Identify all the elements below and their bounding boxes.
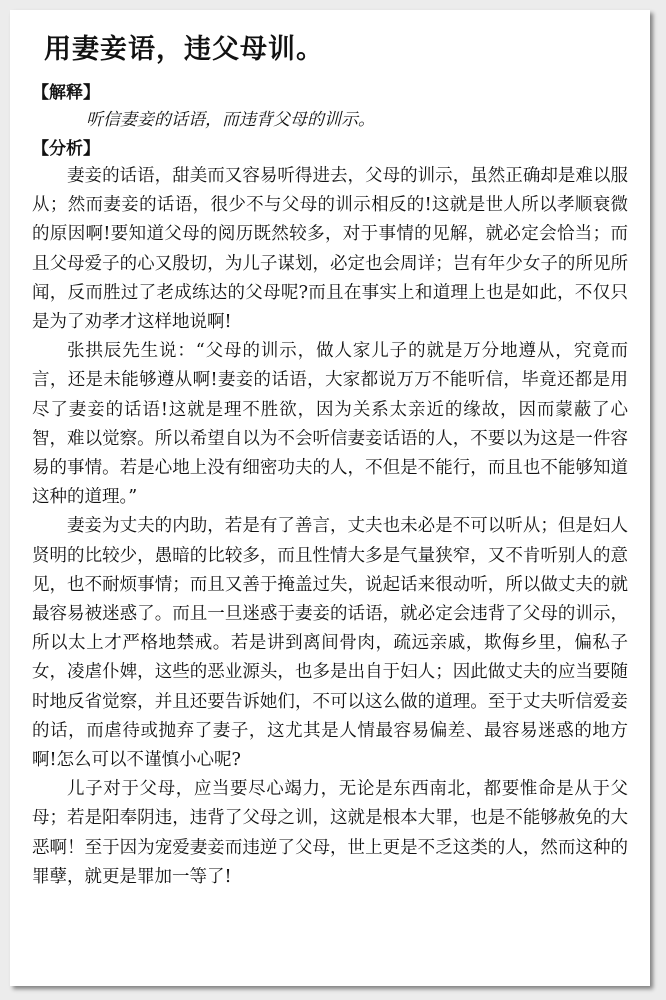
explanation-heading: 【解释】: [32, 83, 100, 103]
page-title: 用妻妾语，违父母训。: [44, 34, 324, 65]
analysis-paragraph-1: 妻妾的话语，甜美而又容易听得进去，父母的训示，虽然正确却是难以服从；然而妻妾的话语，很少不与父母的训示相反的!这就是世人所以孝顺衰微的原因啊!要知道父母的阅历既然较多，对于事情的见解，就必定会恰当；而且父母爱子的心又殷切，为儿子谋划，必定也会周详；岂有年少女子的所见所闻，反而胜过了老成练达的父母呢?而且在事实上和道理上也是如此，不仅只是为了劝孝才这样地说啊!: [32, 166, 628, 333]
analysis-heading: 【分析】: [32, 139, 100, 159]
document-page: [10, 10, 650, 986]
analysis-paragraph-2: 张拱辰先生说：“父母的训示，做人家儿子的就是万分地遵从，究竟而言，还是未能够遵从啊!妻妾的话语，大家都说万万不能听信，毕竟还都是用尽了妻妾的话语!这就是理不胜欲，因为关系太亲近的缘故，因而蒙蔽了心智，难以觉察。所以希望自以为不会听信妻妾话语的人，不要以为这是一件容易的事情。若是心地上没有细密功夫的人，不但是不能行，而且也不能够知道这种的道理。”: [32, 341, 628, 508]
analysis-paragraph-4: 儿子对于父母，应当要尽心竭力，无论是东西南北，都要惟命是从于父母；若是阳奉阴违，违背了父母之训，这就是根本大罪，也是不能够赦免的大恶啊！至于因为宠爱妻妾而违逆了父母，世上更是不乏这类的人，然而这种的罪孽，就更是罪加一等了!: [32, 779, 628, 887]
analysis-paragraph-3: 妻妾为丈夫的内助，若是有了善言，丈夫也未必是不可以听从；但是妇人贤明的比较少，愚暗的比较多，而且性情大多是气量狭窄，又不肯听别人的意见，也不耐烦事情；而且又善于掩盖过失，说起话来很动听，所以做丈夫的就最容易被迷惑了。而且一旦迷惑于妻妾的话语，就必定会违背了父母的训示，所以太上才严格地禁戒。若是讲到离间骨肉，疏远亲戚，欺侮乡里，偏私子女，凌虐仆婢，这些的恶业源头，也多是出自于妇人；因此做丈夫的应当要随时地反省觉察，并且还要告诉她们，不可以这么做的道理。至于丈夫听信爱妾的话，而虐待或抛弃了妻子，这尤其是人情最容易偏差、最容易迷惑的地方啊!怎么可以不谨慎小心呢?: [32, 516, 628, 771]
explanation-text: 听信妻妾的话语，而违背父母的训示。: [86, 110, 375, 130]
